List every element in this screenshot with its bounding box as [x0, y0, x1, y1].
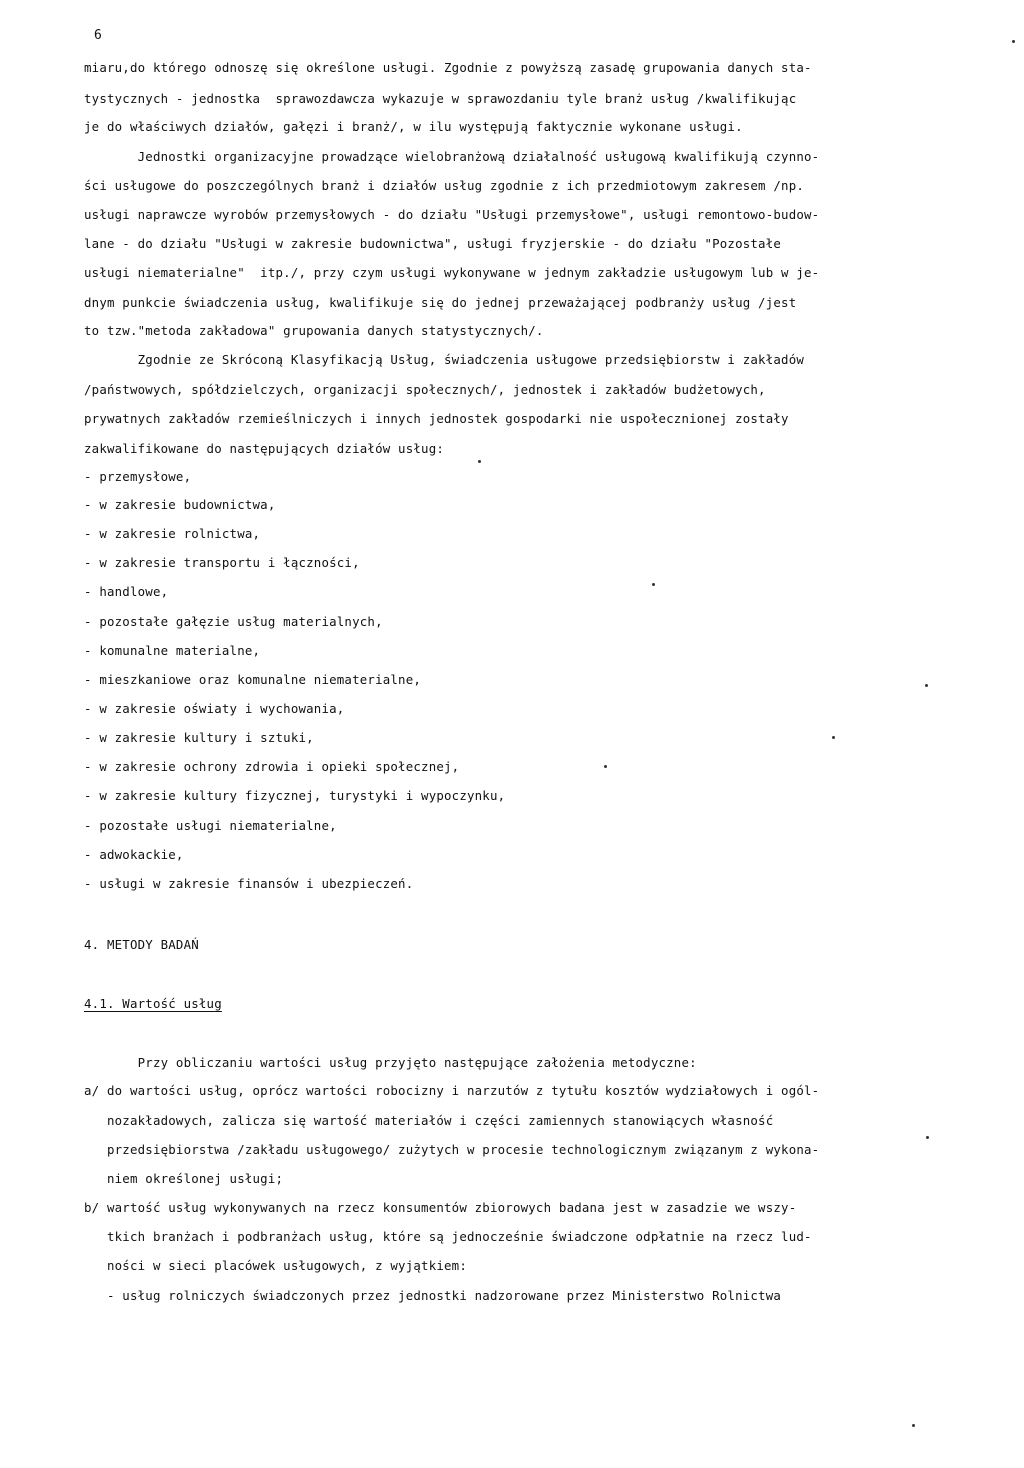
scan-speck — [1012, 40, 1015, 43]
body-line: przedsiębiorstwa /zakładu usługowego/ zużytych w procesie technologicznym związanym z wykona- — [84, 1142, 820, 1157]
body-line: nozakładowych, zalicza się wartość materiałów i części zamiennych stanowiących własność — [84, 1113, 774, 1128]
body-line: je do właściwych działów, gałęzi i branż/, w ilu występują faktycznie wykonane usługi. — [84, 119, 743, 134]
list-item: - w zakresie kultury fizycznej, turystyki i wypoczynku, — [84, 788, 506, 803]
list-item: - w zakresie transportu i łączności, — [84, 555, 360, 570]
list-item: - komunalne materialne, — [84, 643, 261, 658]
body-line: prywatnych zakładów rzemieślniczych i innych jednostek gospodarki nie uspołecznionej zostały — [84, 411, 789, 426]
body-line: ści usługowe do poszczególnych branż i działów usług zgodnie z ich przedmiotowym zakresem /np. — [84, 178, 805, 193]
scan-speck — [478, 460, 481, 463]
list-item: - w zakresie rolnictwa, — [84, 526, 261, 541]
list-item: - przemysłowe, — [84, 469, 192, 484]
list-item: - pozostałe gałęzie usług materialnych, — [84, 614, 383, 629]
section-heading: 4. METODY BADAŃ — [84, 937, 199, 952]
list-item: - w zakresie oświaty i wychowania, — [84, 701, 345, 716]
scan-speck — [832, 736, 835, 739]
body-line: miaru,do którego odnoszę się określone usługi. Zgodnie z powyższą zasadę grupowania danych sta- — [84, 60, 812, 75]
body-line: - usług rolniczych świadczonych przez jednostki nadzorowane przez Ministerstwo Rolnictwa — [84, 1288, 782, 1303]
list-item: - w zakresie ochrony zdrowia i opieki społecznej, — [84, 759, 460, 774]
body-line: a/ do wartości usług, oprócz wartości robocizny i narzutów z tytułu kosztów wydziałowych i ogól- — [84, 1083, 820, 1098]
body-line: tystycznych - jednostka sprawozdawcza wykazuje w sprawozdaniu tyle branż usług /kwalifikując — [84, 91, 797, 106]
scan-speck — [925, 684, 928, 687]
scan-speck — [604, 765, 607, 768]
body-line: /państwowych, spółdzielczych, organizacji społecznych/, jednostek i zakładów budżetowych, — [84, 382, 766, 397]
body-line: tkich branżach i podbranżach usług, które są jednocześnie świadczone odpłatnie na rzecz lud- — [84, 1229, 812, 1244]
scan-speck — [912, 1424, 915, 1427]
body-line: usługi niematerialne" itp./, przy czym usługi wykonywane w jednym zakładzie usługowym lub w je- — [84, 265, 820, 280]
body-line: dnym punkcie świadczenia usług, kwalifikuje się do jednej przeważającej podbranży usług /jest — [84, 295, 797, 310]
list-item: - w zakresie budownictwa, — [84, 497, 276, 512]
body-line: lane - do działu "Usługi w zakresie budownictwa", usługi fryzjerskie - do działu "Pozostałe — [84, 236, 782, 251]
list-item: - handlowe, — [84, 584, 169, 599]
scan-speck — [926, 1136, 929, 1139]
body-line: Przy obliczaniu wartości usług przyjęto następujące założenia metodyczne: — [84, 1055, 697, 1070]
list-item: - adwokackie, — [84, 847, 184, 862]
body-line: Jednostki organizacyjne prowadzące wielobranżową działalność usługową kwalifikują czynno- — [84, 149, 820, 164]
subsection-heading: 4.1. Wartość usług — [84, 996, 222, 1011]
body-line: Zgodnie ze Skróconą Klasyfikacją Usług, świadczenia usługowe przedsiębiorstw i zakładów — [84, 352, 805, 367]
scan-speck — [652, 583, 655, 586]
body-line: ności w sieci placówek usługowych, z wyjątkiem: — [84, 1258, 467, 1273]
list-item: - mieszkaniowe oraz komunalne niematerialne, — [84, 672, 422, 687]
body-line: to tzw."metoda zakładowa" grupowania danych statystycznych/. — [84, 323, 544, 338]
list-item: - w zakresie kultury i sztuki, — [84, 730, 314, 745]
body-line: usługi naprawcze wyrobów przemysłowych - do działu "Usługi przemysłowe", usługi remontowo-budow- — [84, 207, 820, 222]
body-line: niem określonej usługi; — [84, 1171, 284, 1186]
list-item: - pozostałe usługi niematerialne, — [84, 818, 337, 833]
body-line: b/ wartość usług wykonywanych na rzecz konsumentów zbiorowych badana jest w zasadzie we wszy- — [84, 1200, 797, 1215]
list-item: - usługi w zakresie finansów i ubezpieczeń. — [84, 876, 414, 891]
page-number: 6 — [94, 28, 103, 43]
body-line: zakwalifikowane do następujących działów usług: — [84, 441, 445, 456]
